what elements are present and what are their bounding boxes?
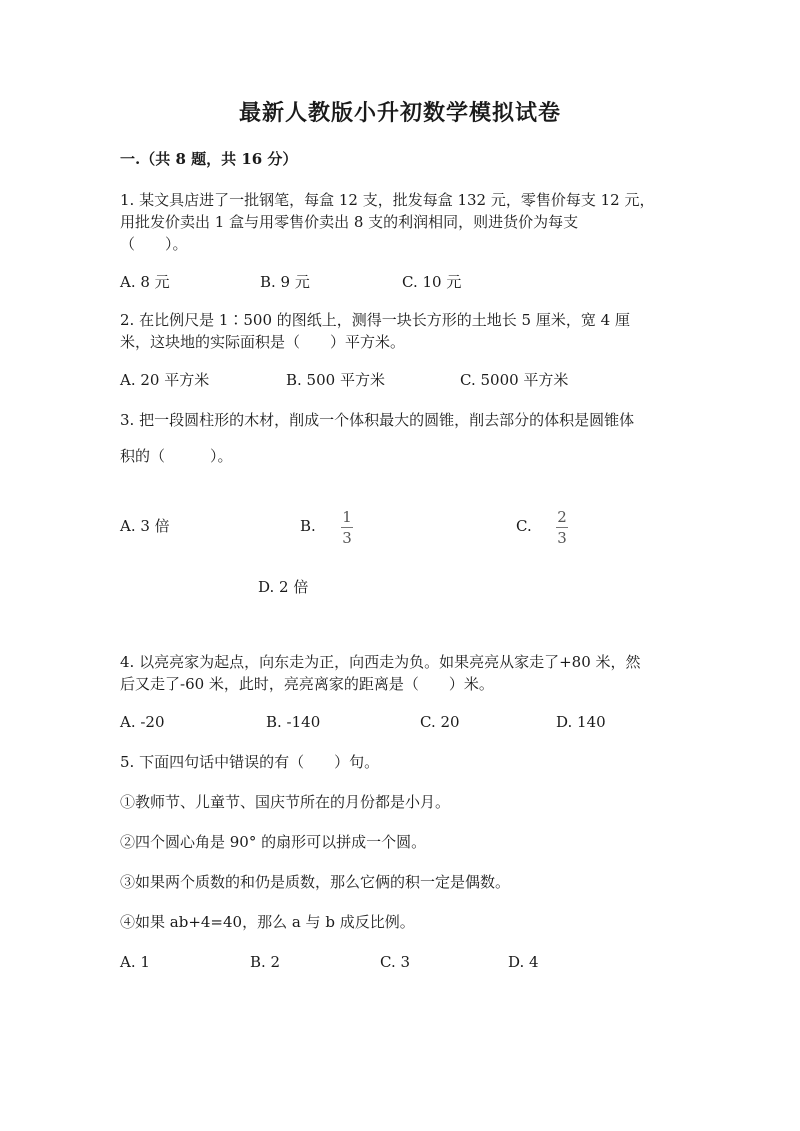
- q2-option-b[interactable]: B. 500 平方米: [286, 371, 385, 389]
- q5-statement-3: ③如果两个质数的和仍是质数，那么它俩的积一定是偶数。: [120, 873, 511, 891]
- q5-option-c[interactable]: C. 3: [380, 953, 411, 971]
- q4-option-a[interactable]: A. -20: [120, 713, 165, 731]
- fraction-denominator: 3: [557, 529, 567, 547]
- q4-line-2: 后又走了-60 米，此时，亮亮离家的距离是（ ）米。: [120, 675, 494, 693]
- q1-line-3: （ ）。: [120, 235, 188, 253]
- fraction-numerator: 1: [342, 508, 352, 526]
- q2-option-a[interactable]: A. 20 平方米: [120, 371, 210, 389]
- fraction-denominator: 3: [342, 529, 352, 547]
- q3-line-2: 积的（ ）。: [120, 447, 233, 465]
- fraction-numerator: 2: [557, 508, 567, 526]
- q5-statement-1: ①教师节、儿童节、国庆节所在的月份都是小月。: [120, 793, 451, 811]
- q1-option-c[interactable]: C. 10 元: [402, 273, 462, 291]
- fraction-bar: [556, 527, 568, 528]
- fraction-bar: [341, 527, 353, 528]
- q4-option-c[interactable]: C. 20: [420, 713, 460, 731]
- q3-line-1: 3. 把一段圆柱形的木材，削成一个体积最大的圆锥，削去部分的体积是圆锥体: [120, 411, 635, 429]
- q5-statement-2: ②四个圆心角是 90° 的扇形可以拼成一个圆。: [120, 833, 427, 851]
- q5-option-b[interactable]: B. 2: [250, 953, 281, 971]
- q2-option-c[interactable]: C. 5000 平方米: [460, 371, 569, 389]
- q1-line-2: 用批发价卖出 1 盒与用零售价卖出 8 支的利润相同，则进货价为每支: [120, 213, 579, 231]
- q4-line-1: 4. 以亮亮家为起点，向东走为正，向西走为负。如果亮亮从家走了+80 米，然: [120, 653, 641, 671]
- q5-stem: 5. 下面四句话中错误的有（ ）句。: [120, 753, 380, 771]
- q3-option-b-label[interactable]: B.: [300, 517, 316, 535]
- q3-option-c-fraction: [554, 508, 570, 547]
- q4-option-b[interactable]: B. -140: [266, 713, 321, 731]
- section-header: 一.（共 8 题，共 16 分）: [120, 150, 298, 168]
- q5-option-a[interactable]: A. 1: [120, 953, 150, 971]
- q5-statement-4: ④如果 ab+4=40，那么 a 与 b 成反比例。: [120, 913, 415, 931]
- page-title: 最新人教版小升初数学模拟试卷: [238, 100, 561, 126]
- q3-option-b-fraction: [339, 508, 355, 547]
- q5-option-d[interactable]: D. 4: [508, 953, 539, 971]
- q4-option-d[interactable]: D. 140: [556, 713, 606, 731]
- q3-option-a[interactable]: A. 3 倍: [120, 517, 170, 535]
- q3-option-c-label[interactable]: C.: [516, 517, 532, 535]
- q2-line-1: 2. 在比例尺是 1∶500 的图纸上，测得一块长方形的土地长 5 厘米，宽 4 厘: [120, 311, 630, 329]
- q2-line-2: 米，这块地的实际面积是（ ）平方米。: [120, 333, 406, 351]
- q1-option-b[interactable]: B. 9 元: [260, 273, 310, 291]
- q1-option-a[interactable]: A. 8 元: [120, 273, 170, 291]
- q1-line-1: 1. 某文具店进了一批钢笔，每盒 12 支，批发每盒 132 元，零售价每支 12 元，: [120, 191, 655, 209]
- q3-option-d[interactable]: D. 2 倍: [258, 578, 309, 596]
